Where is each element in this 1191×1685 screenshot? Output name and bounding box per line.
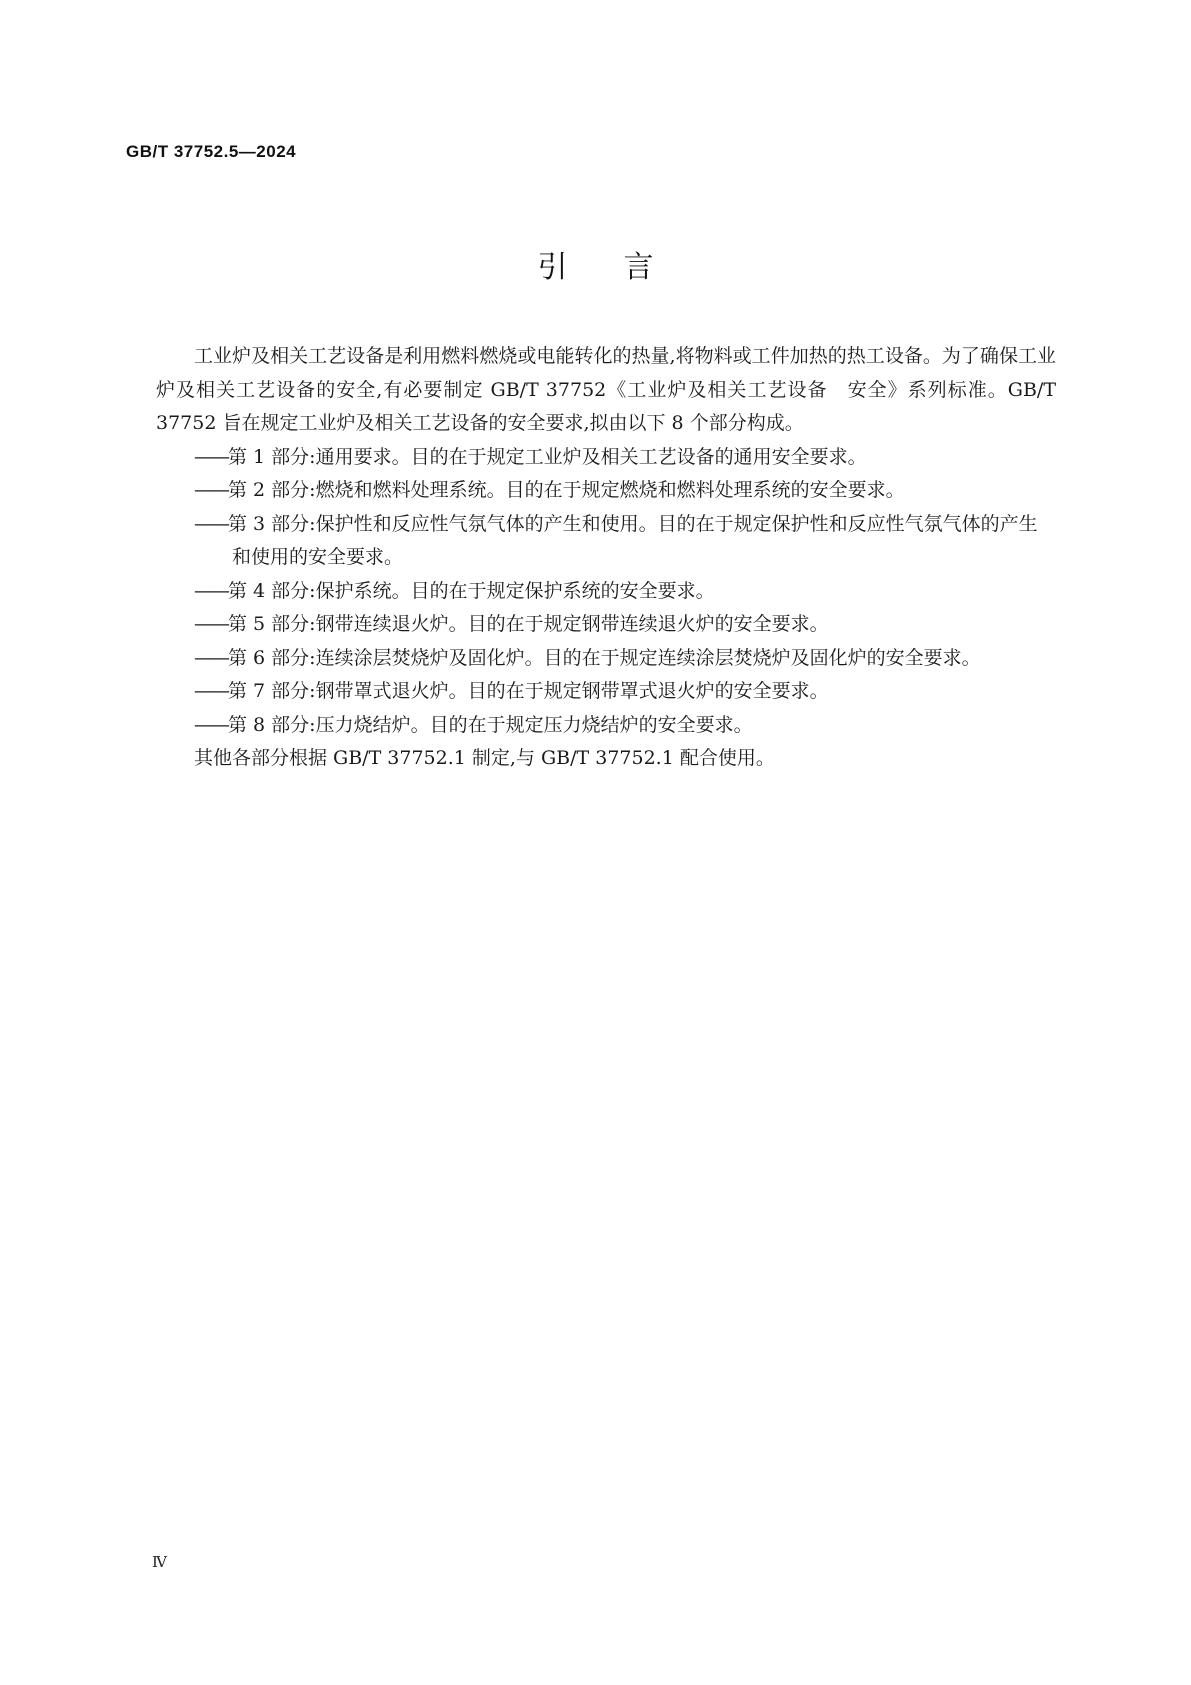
list-item xyxy=(194,675,1056,709)
introduction-body xyxy=(156,340,1056,776)
page-number: Ⅳ xyxy=(152,1553,167,1571)
intro-paragraph: 工业炉及相关工艺设备是利用燃料燃烧或电能转化的热量,将物料或工件加热的热工设备。为了确保工业炉及相关工艺设备的安全,有必要制定 GB/T 37752《工业炉及相关工艺设备 安全》系列标准。GB/T 37752 旨在规定工业炉及相关工艺设备的安全要求,拟由以下 8 个部分构成。 xyxy=(156,345,1056,434)
list-item xyxy=(194,709,1056,743)
list-item xyxy=(194,642,1056,676)
list-item-text: 第 1 部分:通用要求。目的在于规定工业炉及相关工艺设备的通用安全要求。 xyxy=(228,445,867,468)
list-item xyxy=(194,441,1056,475)
item-dash: —— xyxy=(194,479,228,501)
closing-paragraph: 其他各部分根据 GB/T 37752.1 制定,与 GB/T 37752.1 配合使用。 xyxy=(194,747,775,769)
list-item-text: 第 3 部分:保护性和反应性气氛气体的产生和使用。目的在于规定保护性和反应性气氛气体的产生和使用的安全要求。 xyxy=(228,512,1038,568)
item-dash: —— xyxy=(194,613,228,635)
list-item-text: 第 7 部分:钢带罩式退火炉。目的在于规定钢带罩式退火炉的安全要求。 xyxy=(228,680,829,702)
item-dash: —— xyxy=(194,713,228,736)
list-item-text: 第 8 部分:压力烧结炉。目的在于规定压力烧结炉的安全要求。 xyxy=(228,713,753,736)
standard-code: GB/T 37752.5—2024 xyxy=(126,142,297,161)
item-dash: —— xyxy=(194,646,228,669)
item-dash: —— xyxy=(194,680,228,702)
list-item-text: 第 4 部分:保护系统。目的在于规定保护系统的安全要求。 xyxy=(228,579,715,602)
list-item xyxy=(194,608,1056,642)
list-item-text: 第 2 部分:燃烧和燃料处理系统。目的在于规定燃烧和燃料处理系统的安全要求。 xyxy=(228,479,905,501)
list-item xyxy=(194,575,1056,609)
list-item xyxy=(194,508,1056,575)
list-item xyxy=(194,474,1056,508)
list-item-text: 第 5 部分:钢带连续退火炉。目的在于规定钢带连续退火炉的安全要求。 xyxy=(228,613,829,635)
item-dash: —— xyxy=(194,445,228,468)
item-dash: —— xyxy=(194,579,228,602)
item-dash: —— xyxy=(194,512,228,535)
list-item-text: 第 6 部分:连续涂层焚烧炉及固化炉。目的在于规定连续涂层焚烧炉及固化炉的安全要求。 xyxy=(228,646,981,669)
page-title: 引言 xyxy=(537,250,710,285)
